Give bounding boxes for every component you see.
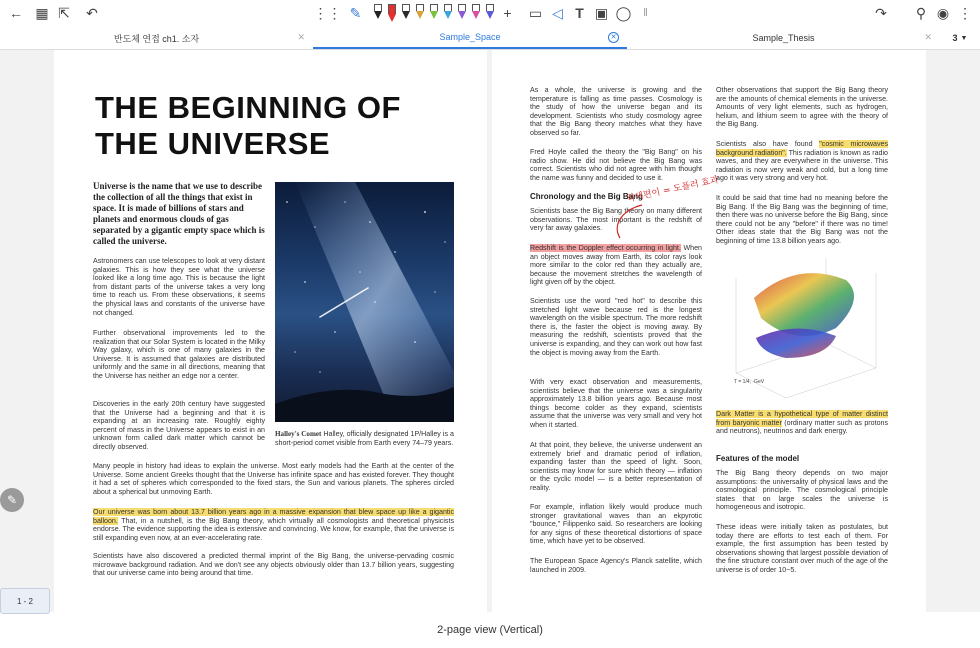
paragraph: It could be said that time had no meaning before the Big Bang. If the Big Bang was the beginning of time, then there was no universe before the Big Bang, since there could not be any "before" if there was no time! Other ideas state that the Big Bang was not the beginning of time 13.8 billion years ago. xyxy=(716,194,888,245)
surface-plot xyxy=(716,258,888,408)
text: That, in a nutshell, is the Big Bang theory, which virtually all cosmologists and theoretical physicists endorse. The evidence supporting the idea is extensive and convincing. We know, for example, that the universe is still expanding even now, at an ever-accelerating rate. xyxy=(93,516,454,542)
pen-tip xyxy=(416,11,424,19)
paragraph: For example, inflation likely would produce much stronger gravitational waves than an ekpyrotic "bounce," Filippenko said. So researchers are looking for any signs of these theoretical distortions of space time, which have yet to be observed. xyxy=(530,503,702,546)
plot-label: T = 1/4, ·GeV xyxy=(734,379,765,385)
search-icon[interactable]: ⚲ xyxy=(915,4,927,21)
pen-tip xyxy=(444,11,452,19)
pen-body xyxy=(430,4,438,11)
paragraph: Many people in history had ideas to explain the universe. Most early models had the Earth at the center of the Universe. Some ancient Greeks thought that the Universe has infinite space and has existed forever. They thought it had a set of spheres which corresponded to the fixed stars, the Sun and various planets. The spheres circled about a spherical but unmoving Earth. xyxy=(93,462,454,496)
paragraph: As a whole, the universe is growing and the temperature is falling as time passes. Cosmology is the study of how the universe began and its development. Scientists who study cosmology agree that the Big Bang theory matches what they have observed so far. xyxy=(530,86,702,137)
page-left xyxy=(54,50,487,612)
paragraph: Other observations that support the Big Bang theory are the amounts of chemical elements in the universe. Amounts of very light elements, such as hydrogen, helium, and lithium seem to agree with the theory of the Big Bang. xyxy=(716,86,888,129)
paragraph: Astronomers can use telescopes to look at very distant galaxies. This is how they see what the universe looked like a long time ago. This is because the light from distant parts of the universe takes a very long time to reach us. From these observations, it seems the physical laws and constants of the universe have not changed. xyxy=(93,257,265,317)
pen-body xyxy=(374,4,382,11)
paragraph-highlighted xyxy=(716,410,888,436)
pen-tip xyxy=(486,11,494,19)
pen-7-icon[interactable] xyxy=(457,4,467,22)
document-viewer[interactable] xyxy=(0,50,980,612)
pen-body xyxy=(472,4,480,11)
image-icon[interactable]: ▣ xyxy=(594,4,609,21)
grid-icon[interactable]: ▦ xyxy=(35,4,49,21)
pen-8-icon[interactable] xyxy=(471,4,481,22)
undo-icon[interactable]: ↶ xyxy=(86,4,98,21)
comment-icon[interactable]: ◯ xyxy=(615,4,632,21)
apps-grid-icon[interactable]: ⋮⋮ xyxy=(313,4,342,21)
pen-1-icon[interactable] xyxy=(373,4,383,22)
surface-plot-graphic xyxy=(716,258,888,408)
pen-body xyxy=(416,4,424,11)
view-caption: 2-page view (Vertical) xyxy=(437,624,543,636)
paragraph: At that point, they believe, the universe underwent an extremely brief and dramatic period of inflation, expanding faster than the speed of light. Soon, scientists may know for sure which theory — inflation or the cyclic model — is a better representation of reality. xyxy=(530,441,702,492)
pen-5-icon[interactable] xyxy=(429,4,439,22)
pen-tip xyxy=(374,11,382,19)
text: Scientists also have found xyxy=(716,140,820,148)
top-toolbar xyxy=(0,0,980,26)
highlight[interactable]: Redshift is the Doppler effect occurring in light. xyxy=(530,244,681,252)
pen-body xyxy=(486,4,494,11)
pen-6-icon[interactable] xyxy=(443,4,453,22)
paragraph: Scientists base the Big Bang theory on many different observations. The most important is the redshift of very far away galaxies. xyxy=(530,207,702,233)
pen-4-icon[interactable] xyxy=(415,4,425,22)
paragraph: Further observational improvements led to the realization that our Solar System is located in the Milky Way galaxy, which is one of many galaxies in the Universe. It is assumed that galaxies are distributed uniformly and the same in all directions, meaning that the Universe has neither an edge nor a center. xyxy=(93,329,265,380)
section-heading: Chronology and the Big Bang xyxy=(530,192,643,201)
caption-text: Halley, officially designated 1P/Halley is a short-period comet visible from Earth every 74–79 years. xyxy=(275,430,454,447)
paragraph: Scientists use the word "red hot" to describe this stretched light wave because red is the longest wavelength on the visible spectrum. The more redshift there is, the faster the object is moving away. By measuring the redshift, scientists proved that the universe is expanding, and they can work out how fast the object is moving away from the Earth. xyxy=(530,297,702,357)
svg-text:·: · xyxy=(721,335,722,339)
close-icon[interactable]: ✕ xyxy=(608,32,619,43)
section-heading: Features of the model xyxy=(716,454,800,463)
paragraph: Scientists have also discovered a predicted thermal imprint of the Big Bang, the universe-pervading cosmic microwave background radiation. And we don't see any objects obviously older than 13.7 billion years, suggesting that our universe came into being around that time. xyxy=(93,552,454,578)
tab-doc-1[interactable] xyxy=(0,27,313,49)
tab-doc-2[interactable] xyxy=(313,27,627,49)
comet-image xyxy=(275,182,454,422)
pencil-icon[interactable]: ✎ xyxy=(349,4,362,21)
highlight[interactable]: Dark Matter is a hypothetical type of matter distinct from baryonic matter xyxy=(716,410,888,427)
pen-palette xyxy=(371,4,497,22)
close-icon[interactable]: ✕ xyxy=(924,32,932,42)
text: This radiation is known as radio waves, and they are everywhere in the universe. This radiation is now very weak and cold, but a long time ago it was very strong and very hot. xyxy=(716,148,888,183)
eraser-icon[interactable]: ▭ xyxy=(528,4,543,21)
export-icon[interactable]: ⇱ xyxy=(58,4,70,21)
pen-body xyxy=(402,4,410,11)
paragraph: With very exact observation and measurements, scientists believe that the universe was a singularity approximately 13.8 billion years ago. Because most things become colder as they expand, scientists assume that the universe was very small and very hot when it started. xyxy=(530,378,702,429)
pen-9-icon[interactable] xyxy=(485,4,495,22)
pen-tip xyxy=(458,11,466,19)
pen-tip xyxy=(388,14,396,22)
starfield-illustration xyxy=(275,182,454,422)
add-pen-icon[interactable]: + xyxy=(503,5,512,21)
caption-title: Halley's Comet xyxy=(275,430,322,438)
paragraph-highlighted xyxy=(93,508,454,542)
tab-label: 반도체 연접 ch1. 소자 xyxy=(113,33,200,44)
paragraph: Fred Hoyle called the theory the "Big Bang" on his radio show. He did not believe the Big Bang was correct. Scientists who did not agree with him thought the name was funny and decided to use it. xyxy=(530,148,702,182)
floating-pen-button[interactable] xyxy=(0,488,24,512)
paragraph-highlighted xyxy=(716,140,888,183)
pen-tip xyxy=(430,11,438,19)
tab-count-dropdown[interactable] xyxy=(940,27,980,49)
svg-text:·: · xyxy=(721,315,722,319)
text: (ordinary matter such as protons and neutrons), neutrinos and dark energy. xyxy=(716,418,889,436)
tab-label: Sample_Thesis xyxy=(752,33,815,43)
paragraph: Discoveries in the early 20th century have suggested that the Universe had a beginning and that it is expanding at an increasing rate. Roughly eighty percent of mass in the Universe appears to exist in an unknown form called dark matter which cannot be directly observed. xyxy=(93,400,265,451)
paragraph: The Big Bang theory depends on two major assumptions: the universality of physical laws and the cosmological principle. The cosmological principle states that on large scales the universe is homogeneous and isotropic. xyxy=(716,469,888,512)
highlight[interactable]: Our universe was born about 13.7 billion years ago in a massive expansion that blew space up like a gigantic balloon. xyxy=(93,508,454,525)
chevron-down-icon: ▼ xyxy=(960,34,968,42)
svg-text:·: · xyxy=(721,355,722,359)
page-title: THE BEGINNING OF THE UNIVERSE xyxy=(95,90,401,161)
pen-body xyxy=(388,4,396,14)
back-arrow-icon[interactable]: ← xyxy=(9,5,23,21)
highlight[interactable]: "cosmic microwaves background radiation". xyxy=(716,140,888,157)
pen-2-icon[interactable] xyxy=(387,4,397,22)
handwritten-annotation[interactable]: 적색편이 = 도플러 효과 xyxy=(625,175,720,205)
pen-body xyxy=(444,4,452,11)
tab-doc-3[interactable] xyxy=(627,27,940,49)
paragraph: These ideas were initially taken as postulates, but today there are efforts to test each of them. For example, the first assumption has been tested by observations showing that largest possible deviation of the fine structure constant over much of the age of the universe is of order 10−5. xyxy=(716,523,888,574)
pen-body xyxy=(458,4,466,11)
image-caption xyxy=(275,430,454,447)
more-icon[interactable]: ⋮ xyxy=(958,4,972,21)
tab-count: 3 xyxy=(952,33,958,43)
pause-icon[interactable]: ‖ xyxy=(643,7,648,19)
annotation-stroke xyxy=(602,200,662,240)
pen-3-icon[interactable] xyxy=(401,4,411,22)
redo-icon[interactable]: ↷ xyxy=(875,4,887,21)
paragraph: The European Space Agency's Planck satellite, which launched in 2009. xyxy=(530,557,702,574)
close-icon[interactable]: ✕ xyxy=(297,32,305,42)
tab-label: Sample_Space xyxy=(439,32,501,42)
pen-tip xyxy=(472,11,480,19)
page-indicator[interactable]: 1 - 2 xyxy=(0,588,50,614)
page-right xyxy=(492,50,926,612)
text: When an object moves away from Earth, its color rays look more similar to the color red than they actually are, because the movement stretches the wavelength of light given off by the object. xyxy=(530,244,702,287)
pencil-icon: ✎ xyxy=(6,493,18,507)
tab-bar xyxy=(0,27,980,50)
toggle-icon[interactable]: ◉ xyxy=(936,4,950,21)
lead-paragraph: Universe is the name that we use to describe the collection of all the things that exist in space. It is made of billions of stars and planets and enormous clouds of gas separated by a gigantic empty space which is called the universe. xyxy=(93,181,265,246)
lasso-icon[interactable]: ◁ xyxy=(552,4,563,21)
text-icon[interactable]: T xyxy=(575,5,584,21)
paragraph-highlighted xyxy=(530,244,702,287)
pen-tip xyxy=(402,11,410,19)
